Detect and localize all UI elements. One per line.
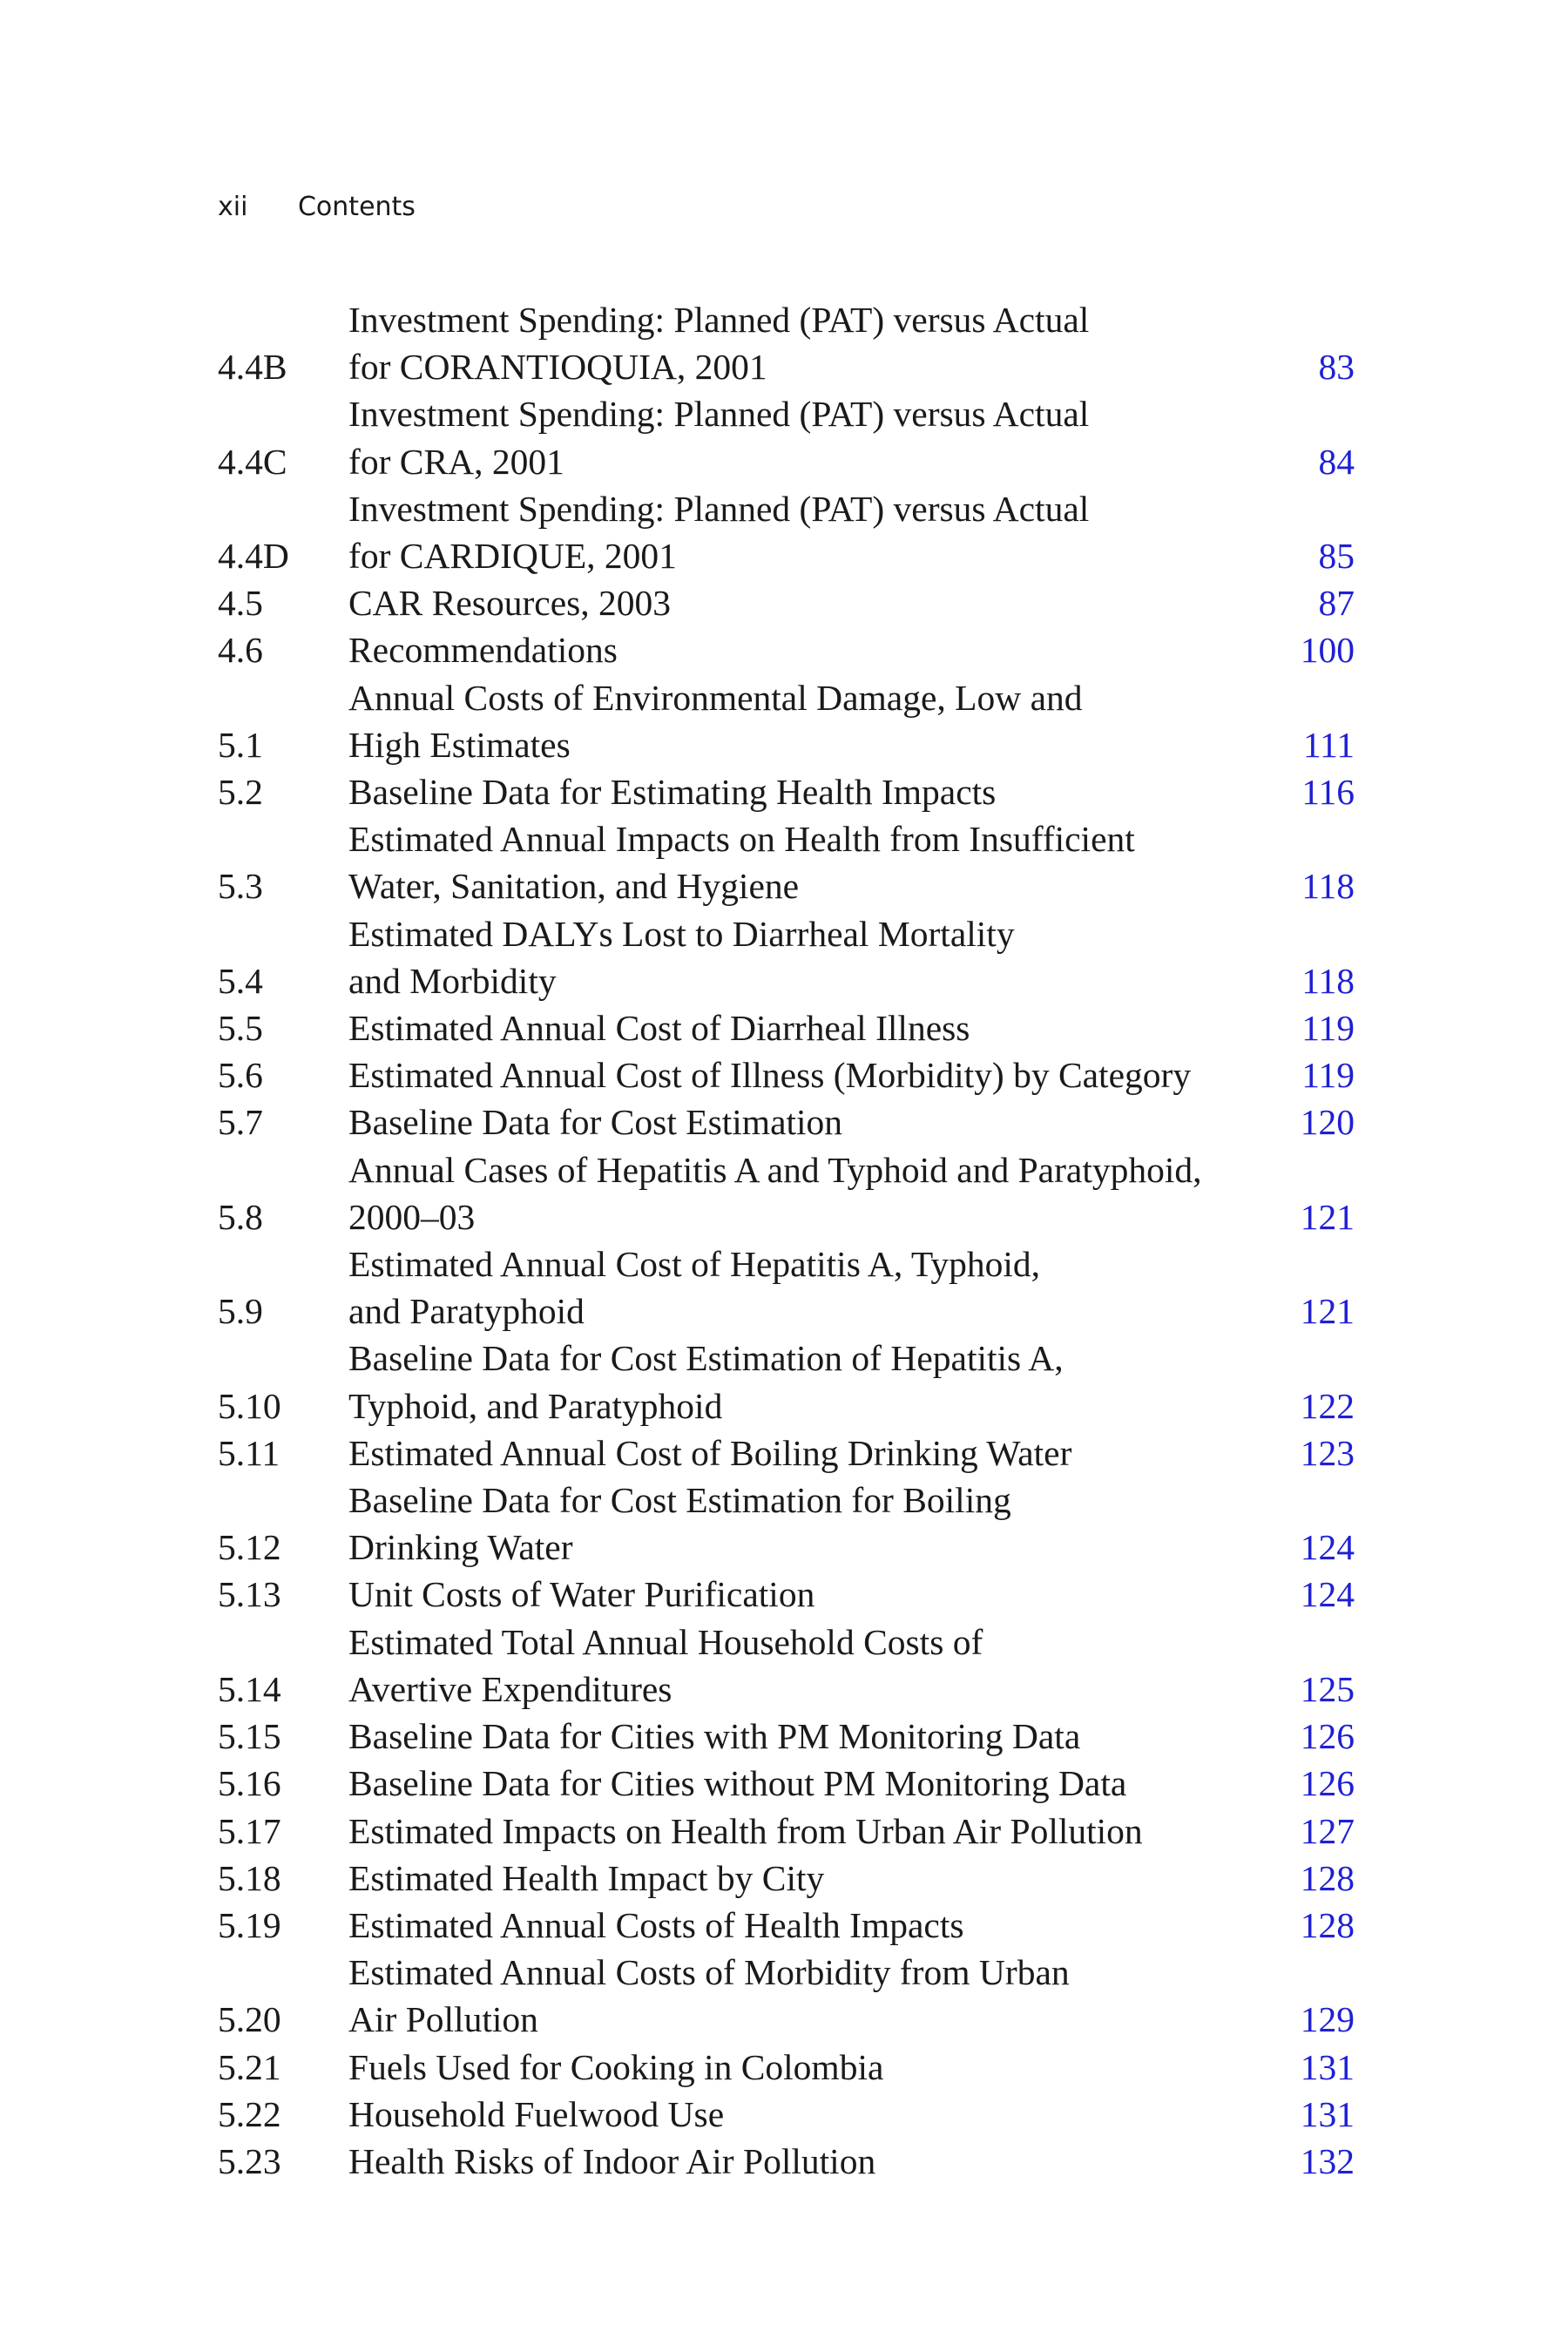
toc-entry <box>218 1477 1355 1571</box>
toc-entry-number: 5.22 <box>218 2093 281 2134</box>
toc-entry-number: 5.19 <box>218 1904 281 1945</box>
toc-entry-title-line: Baseline Data for Estimating Health Impacts <box>348 772 997 813</box>
toc-entry <box>218 579 1355 626</box>
toc-entry <box>218 1335 1355 1429</box>
toc-entry-page-link[interactable]: 124 <box>1300 1574 1355 1615</box>
toc-entry-title-line: Annual Costs of Environmental Damage, Low and <box>348 677 1083 718</box>
toc-entry-page-link[interactable]: 100 <box>1300 630 1355 671</box>
toc-entry-number: 5.12 <box>218 1527 281 1568</box>
toc-entry-number: 5.16 <box>218 1763 281 1804</box>
toc-entry <box>218 1146 1355 1240</box>
toc-entry <box>218 1004 1355 1051</box>
toc-entry-page-link[interactable]: 119 <box>1301 1008 1355 1049</box>
toc-entry-title-line: Baseline Data for Cost Estimation <box>348 1102 843 1143</box>
toc-entry-title-line: for CRA, 2001 <box>348 441 564 482</box>
toc-entry-title <box>348 815 1267 909</box>
toc-entry-number: 5.17 <box>218 1810 281 1851</box>
toc-entry-title-line: and Paratyphoid <box>348 1291 585 1332</box>
running-head <box>218 192 416 222</box>
toc-entry <box>218 390 1355 484</box>
toc-entry-title-line: Drinking Water <box>348 1527 573 1568</box>
toc-entry <box>218 1808 1355 1855</box>
toc-entry-title-line: Water, Sanitation, and Hygiene <box>348 866 800 907</box>
toc-entry-title-line: Baseline Data for Cost Estimation of Hepatitis A, <box>348 1338 1064 1379</box>
toc-entry-title <box>348 1146 1267 1240</box>
toc-entry-number: 5.6 <box>218 1055 263 1096</box>
toc-entry-page-link[interactable]: 124 <box>1300 1527 1355 1568</box>
toc-entry-page-link[interactable]: 84 <box>1318 441 1355 482</box>
toc-entry-page-link[interactable]: 132 <box>1300 2140 1355 2181</box>
toc-entry-page-link[interactable]: 129 <box>1300 1999 1355 2040</box>
toc-entry-title <box>348 2044 1267 2091</box>
toc-entry-page-link[interactable]: 125 <box>1300 1668 1355 1709</box>
toc-entry-title-line: Baseline Data for Cities with PM Monitoring Data <box>348 1716 1081 1757</box>
toc-entry-title-line: Estimated Impacts on Health from Urban Air Pollution <box>348 1810 1143 1851</box>
toc-entry <box>218 1949 1355 2043</box>
toc-entry-title <box>348 1855 1267 1902</box>
toc-entry-title-line: Estimated Health Impact by City <box>348 1857 825 1898</box>
toc-entry-page-link[interactable]: 126 <box>1300 1716 1355 1757</box>
toc-entry <box>218 674 1355 768</box>
toc-entry-page-link[interactable]: 126 <box>1300 1763 1355 1804</box>
toc-entry <box>218 2044 1355 2091</box>
toc-entry-title-line: Investment Spending: Planned (PAT) versus Actual <box>348 488 1090 529</box>
toc-entry <box>218 1098 1355 1146</box>
toc-entry-title-line: Estimated Annual Cost of Hepatitis A, Typhoid, <box>348 1244 1041 1285</box>
toc-entry-title-line: Estimated Annual Cost of Boiling Drinking Water <box>348 1432 1072 1473</box>
toc-entry-title-line: Baseline Data for Cities without PM Monitoring Data <box>348 1763 1127 1804</box>
toc-entry-title <box>348 1477 1267 1571</box>
toc-entry <box>218 1760 1355 1807</box>
toc-entry-number: 5.21 <box>218 2046 281 2087</box>
toc-entry-title <box>348 1335 1267 1429</box>
toc-entry-title-line: Estimated Annual Costs of Morbidity from Urban <box>348 1952 1070 1993</box>
toc-entry-title <box>348 485 1267 579</box>
toc-entry <box>218 626 1355 673</box>
toc-entry-page-link[interactable]: 131 <box>1300 2093 1355 2134</box>
toc-entry-number: 5.15 <box>218 1716 281 1757</box>
toc-entry-title <box>348 1429 1267 1477</box>
toc-entry-number: 5.18 <box>218 1857 281 1898</box>
toc-entry-title <box>348 1902 1267 1949</box>
toc-entry-number: 5.7 <box>218 1102 263 1143</box>
toc-entry-title <box>348 2091 1267 2138</box>
toc-entry-title <box>348 1571 1267 1618</box>
toc-entry-page-link[interactable]: 87 <box>1318 583 1355 624</box>
toc-entry-page-link[interactable]: 85 <box>1318 536 1355 577</box>
toc-entry-title <box>348 910 1267 1004</box>
toc-entry-title-line: Baseline Data for Cost Estimation for Boiling <box>348 1480 1011 1521</box>
toc-entry <box>218 1619 1355 1713</box>
toc-entry-title-line: Investment Spending: Planned (PAT) versus Actual <box>348 300 1090 340</box>
toc-entry-page-link[interactable]: 116 <box>1301 772 1355 813</box>
toc-entry-title-line: Household Fuelwood Use <box>348 2093 725 2134</box>
toc-entry-title-line: Air Pollution <box>348 1999 538 2040</box>
toc-entry-number: 4.4B <box>218 347 287 388</box>
toc-entry-title-line: High Estimates <box>348 724 571 765</box>
toc-entry-number: 5.5 <box>218 1008 263 1049</box>
toc-entry-title <box>348 2138 1267 2185</box>
toc-entry-title <box>348 1240 1267 1335</box>
toc-entry <box>218 1855 1355 1902</box>
toc-entry-title <box>348 674 1267 768</box>
toc-entry <box>218 485 1355 579</box>
toc-entry <box>218 1240 1355 1335</box>
toc-entry-number: 4.4C <box>218 441 287 482</box>
toc-entry-number: 4.6 <box>218 630 263 671</box>
toc-entry-number: 5.8 <box>218 1196 263 1237</box>
page-folio: xii <box>218 192 248 222</box>
toc-entry-number: 5.10 <box>218 1385 281 1426</box>
toc-entry-title <box>348 579 1267 626</box>
toc-entry-number: 4.5 <box>218 583 263 624</box>
toc-entry-page-link[interactable]: 83 <box>1318 347 1355 388</box>
toc-entry-title-line: Typhoid, and Paratyphoid <box>348 1385 723 1426</box>
toc-entry-page-link[interactable]: 121 <box>1300 1196 1355 1237</box>
toc-entry-title-line: Estimated Annual Cost of Illness (Morbidity) by Category <box>348 1055 1192 1096</box>
toc-entry-page-link[interactable]: 128 <box>1300 1904 1355 1945</box>
table-of-contents-list <box>218 296 1355 2185</box>
toc-entry-title-line: for CARDIQUE, 2001 <box>348 536 677 577</box>
toc-entry-number: 5.3 <box>218 866 263 907</box>
toc-entry-page-link[interactable]: 122 <box>1300 1385 1355 1426</box>
toc-entry-title-line: CAR Resources, 2003 <box>348 583 672 624</box>
toc-entry <box>218 2091 1355 2138</box>
toc-entry-page-link[interactable]: 111 <box>1302 724 1355 765</box>
toc-entry-title-line: Annual Cases of Hepatitis A and Typhoid and Paratyphoid, <box>348 1149 1202 1190</box>
toc-entry-title <box>348 768 1267 815</box>
toc-entry <box>218 910 1355 1004</box>
toc-entry-title-line: and Morbidity <box>348 960 557 1001</box>
toc-entry-number: 5.23 <box>218 2140 281 2181</box>
toc-entry-number: 5.2 <box>218 772 263 813</box>
toc-entry-title-line: Health Risks of Indoor Air Pollution <box>348 2140 876 2181</box>
toc-entry-title <box>348 626 1267 673</box>
toc-entry-title <box>348 1051 1267 1098</box>
toc-entry <box>218 296 1355 390</box>
toc-entry-number: 5.11 <box>218 1432 280 1473</box>
toc-entry-page-link[interactable]: 120 <box>1300 1102 1355 1143</box>
toc-entry-title <box>348 390 1267 484</box>
toc-entry <box>218 1571 1355 1618</box>
toc-entry-title-line: Estimated Total Annual Household Costs of <box>348 1621 983 1662</box>
toc-entry-title-line: Investment Spending: Planned (PAT) versus Actual <box>348 394 1090 435</box>
toc-entry-page-link[interactable]: 123 <box>1300 1432 1355 1473</box>
toc-entry-number: 4.4D <box>218 536 289 577</box>
toc-entry-title-line: Estimated Annual Cost of Diarrheal Illness <box>348 1008 970 1049</box>
toc-entry-title <box>348 1619 1267 1713</box>
toc-entry-number: 5.4 <box>218 960 263 1001</box>
toc-entry-title-line: Recommendations <box>348 630 618 671</box>
toc-entry-page-link[interactable]: 131 <box>1300 2046 1355 2087</box>
toc-entry-number: 5.1 <box>218 724 263 765</box>
toc-entry-title-line: Fuels Used for Cooking in Colombia <box>348 2046 884 2087</box>
toc-entry-page-link[interactable]: 121 <box>1300 1291 1355 1332</box>
toc-entry-title-line: Unit Costs of Water Purification <box>348 1574 815 1615</box>
toc-entry <box>218 1429 1355 1477</box>
toc-entry-page-link[interactable]: 118 <box>1301 960 1355 1001</box>
toc-entry-title <box>348 1949 1267 2043</box>
toc-entry-title-line: for CORANTIOQUIA, 2001 <box>348 347 767 388</box>
toc-entry-title <box>348 1760 1267 1807</box>
toc-entry-title-line: 2000–03 <box>348 1196 476 1237</box>
toc-entry-title <box>348 1004 1267 1051</box>
toc-entry-title <box>348 296 1267 390</box>
toc-entry <box>218 1051 1355 1098</box>
toc-entry-title <box>348 1713 1267 1760</box>
toc-entry-title-line: Estimated DALYs Lost to Diarrheal Mortality <box>348 913 1015 954</box>
running-head-section: Contents <box>297 192 416 222</box>
toc-entry-number: 5.14 <box>218 1668 281 1709</box>
toc-entry-page-link[interactable]: 127 <box>1300 1810 1355 1851</box>
toc-entry-title <box>348 1098 1267 1146</box>
toc-entry-title-line: Estimated Annual Impacts on Health from Insufficient <box>348 819 1135 860</box>
toc-entry <box>218 768 1355 815</box>
toc-entry-title-line: Avertive Expenditures <box>348 1668 672 1709</box>
toc-entry <box>218 2138 1355 2185</box>
toc-entry-title <box>348 1808 1267 1855</box>
toc-entry-page-link[interactable]: 119 <box>1301 1055 1355 1096</box>
toc-entry-number: 5.9 <box>218 1291 263 1332</box>
toc-entry <box>218 1713 1355 1760</box>
toc-entry-number: 5.20 <box>218 1999 281 2040</box>
toc-entry-title-line: Estimated Annual Costs of Health Impacts <box>348 1904 964 1945</box>
toc-entry-page-link[interactable]: 128 <box>1300 1857 1355 1898</box>
toc-entry-page-link[interactable]: 118 <box>1301 866 1355 907</box>
toc-entry <box>218 1902 1355 1949</box>
toc-entry-number: 5.13 <box>218 1574 281 1615</box>
toc-entry <box>218 815 1355 909</box>
